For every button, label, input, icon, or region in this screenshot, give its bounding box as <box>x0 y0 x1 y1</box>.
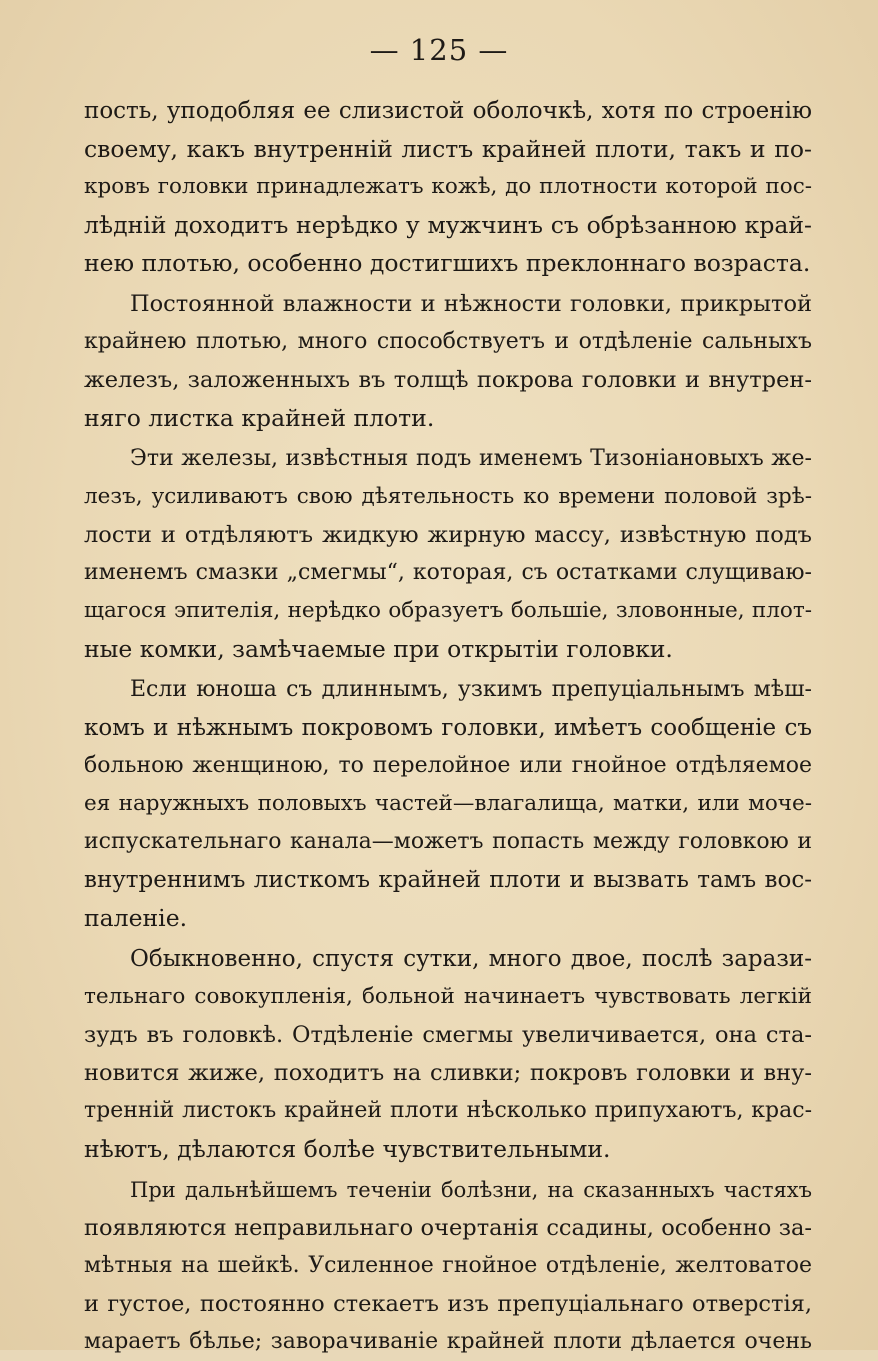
text-line: мѣтныя на шейкѣ. Усиленное гнойное отдѣленіе, желтоватое <box>84 1253 812 1278</box>
text-line: паленіе. <box>84 904 188 932</box>
text-line: тельнаго совокупленія, больной начинаетъ чувствовать легкій <box>84 984 812 1009</box>
text-line: зудъ въ головкѣ. Отдѣленіе смегмы увеличивается, она ста- <box>84 1022 812 1048</box>
text-line: внутреннимъ листкомъ крайней плоти и вызвать тамъ вос- <box>84 867 812 893</box>
text-line: новится жиже, походитъ на сливки; покровъ головки и вну- <box>84 1060 812 1086</box>
text-line: комъ и нѣжнымъ покровомъ головки, имѣетъ сообщеніе съ <box>84 715 812 741</box>
text-line: Постоянной влажности и нѣжности головки, прикрытой <box>130 291 812 317</box>
text-line: лезъ, усиливаютъ свою дѣятельность ко времени половой зрѣ- <box>84 484 812 509</box>
text-line: няго листка крайней плоти. <box>84 404 435 432</box>
paragraph <box>84 285 812 437</box>
text-line: крайнею плотью, много способствуетъ и отдѣленіе сальныхъ <box>84 329 812 354</box>
text-line: Эти железы, извѣстныя подъ именемъ Тизоніановыхъ же- <box>130 446 812 471</box>
text-line: испускательнаго канала—можетъ попасть между головкою и <box>84 829 812 854</box>
paragraph <box>84 1171 812 1361</box>
page-number: — 125 — <box>369 33 509 67</box>
text-line: ные комки, замѣчаемые при открытіи головки. <box>84 635 673 663</box>
text-line: именемъ смазки „смегмы“, которая, съ остатками слущиваю- <box>84 560 812 585</box>
text-line: мараетъ бѣлье; заворачиваніе крайней плоти дѣлается очень <box>84 1329 812 1354</box>
text-line: щагося эпителія, нерѣдко образуетъ большіе, зловонные, плот- <box>84 598 812 623</box>
text-line: тренній листокъ крайней плоти нѣсколько припухаютъ, крас- <box>84 1098 812 1123</box>
text-line: своему, какъ внутренній листъ крайней плоти, такъ и по- <box>84 135 812 163</box>
text-line: и густое, постоянно стекаетъ изъ препуціальнаго отверстія, <box>84 1291 812 1317</box>
paragraph <box>84 940 812 1168</box>
text-line: кровъ головки принадлежатъ кожѣ, до плотности которой пос- <box>84 174 812 199</box>
text-line: больною женщиною, то перелойное или гнойное отдѣляемое <box>84 753 812 778</box>
text-line: Если юноша съ длиннымъ, узкимъ препуціальнымъ мѣш- <box>130 677 812 702</box>
text-line: лѣдній доходитъ нерѣдко у мужчинъ съ обрѣзанною край- <box>84 211 812 239</box>
text-line: лости и отдѣляютъ жидкую жирную массу, извѣстную подъ <box>84 522 812 548</box>
text-line: При дальнѣйшемъ теченіи болѣзни, на сказанныхъ частяхъ <box>130 1178 812 1202</box>
text-line: Обыкновенно, спустя сутки, много двое, послѣ зарази- <box>130 946 812 972</box>
text-line: железъ, заложенныхъ въ толщѣ покрова головки и внутрен- <box>84 367 812 393</box>
text-line: появляются неправильнаго очертанія ссадины, особенно за- <box>84 1215 812 1241</box>
text-line: нѣютъ, дѣлаются болѣе чувствительными. <box>84 1135 611 1163</box>
paragraph <box>84 440 812 668</box>
paragraph <box>84 671 812 937</box>
paragraph <box>84 92 812 282</box>
body-text <box>84 92 812 1361</box>
text-line: пость, уподобляя ее слизистой оболочкѣ, хотя по строенію <box>84 98 812 124</box>
text-line: нею плотью, особенно достигшихъ преклоннаго возраста. <box>84 249 811 277</box>
text-line: ея наружныхъ половыхъ частей—влагалища, матки, или моче- <box>84 791 812 816</box>
